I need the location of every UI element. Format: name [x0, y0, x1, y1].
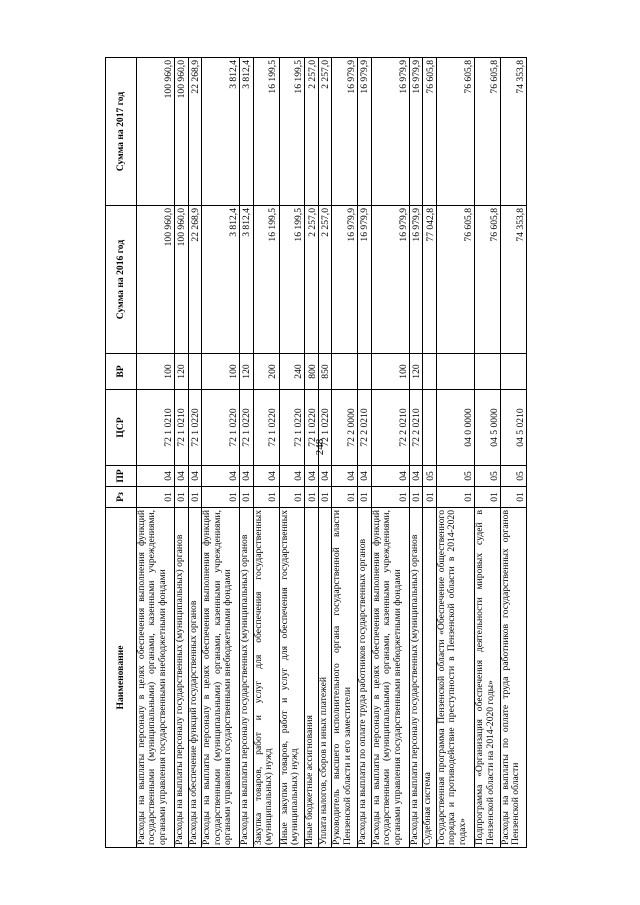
cell-rz: 01 [475, 487, 501, 508]
cell-csr: 72 2 0210 [409, 390, 423, 466]
cell-name: Расходы на выплаты персоналу в целях обеспечения выполнения функций государственными (муниципальными) органами, казенными учреждениями, органами управления государственными внебюджетными фондами [371, 508, 409, 848]
cell-sum-2017: 100 960,0 [137, 58, 175, 206]
cell-csr: 72 1 0220 [253, 390, 279, 466]
cell-rz: 01 [188, 487, 202, 508]
cell-sum-2017: 16 979,9 [332, 58, 358, 206]
cell-vr [436, 354, 474, 390]
cell-vr [358, 354, 372, 390]
cell-vr: 100 [137, 354, 175, 390]
cell-pr: 04 [240, 466, 254, 487]
table-row [188, 58, 202, 848]
cell-name: Иные закупки товаров, работ и услуг для обеспечения государственных (муниципальных) нужд [279, 508, 305, 848]
cell-pr: 04 [175, 466, 189, 487]
cell-sum-2016: 3 812,4 [202, 206, 240, 354]
cell-csr: 72 2 0000 [332, 390, 358, 466]
table-row [475, 58, 501, 848]
budget-table [105, 57, 527, 848]
cell-csr: 72 1 0210 [175, 390, 189, 466]
header-vr: ВР [106, 354, 137, 390]
cell-vr: 120 [409, 354, 423, 390]
cell-vr [332, 354, 358, 390]
cell-csr: 72 2 0210 [358, 390, 372, 466]
table-row [409, 58, 423, 848]
cell-rz: 01 [371, 487, 409, 508]
cell-csr: 04 5 0000 [475, 390, 501, 466]
cell-rz: 01 [175, 487, 189, 508]
header-pr: ПР [106, 466, 137, 487]
cell-sum-2017: 16 979,9 [371, 58, 409, 206]
cell-pr: 05 [500, 466, 526, 487]
cell-vr: 100 [202, 354, 240, 390]
header-rz: Рз [106, 487, 137, 508]
cell-rz: 01 [332, 487, 358, 508]
table-row [423, 58, 437, 848]
table-row [332, 58, 358, 848]
cell-name: Расходы на выплаты по оплате труда работников государственных органов Пензенской области [500, 508, 526, 848]
cell-pr: 04 [137, 466, 175, 487]
cell-sum-2017: 3 812,4 [202, 58, 240, 206]
header-row [106, 58, 137, 848]
cell-sum-2016: 22 268,9 [188, 206, 202, 354]
cell-vr: 240 [279, 354, 305, 390]
cell-pr: 04 [371, 466, 409, 487]
cell-rz: 01 [305, 487, 319, 508]
cell-vr [500, 354, 526, 390]
cell-pr: 04 [188, 466, 202, 487]
cell-rz: 01 [500, 487, 526, 508]
table-row [137, 58, 175, 848]
cell-pr: 04 [253, 466, 279, 487]
cell-vr: 120 [175, 354, 189, 390]
cell-csr: 72 2 0210 [371, 390, 409, 466]
cell-sum-2016: 16 979,9 [332, 206, 358, 354]
table-body [137, 58, 527, 848]
table-row [305, 58, 319, 848]
cell-name: Расходы на выплаты персоналу государственных (муниципальных) органов [240, 508, 254, 848]
cell-rz: 01 [202, 487, 240, 508]
cell-sum-2017: 2 257,0 [318, 58, 332, 206]
header-name: Наименование [106, 508, 137, 848]
cell-rz: 01 [423, 487, 437, 508]
cell-sum-2016: 76 605,8 [475, 206, 501, 354]
cell-vr: 200 [253, 354, 279, 390]
cell-csr: 72 1 0220 [318, 390, 332, 466]
cell-sum-2017: 16 199,5 [253, 58, 279, 206]
cell-rz: 01 [436, 487, 474, 508]
cell-name: Руководитель высшего исполнительного органа государственной власти Пензенской области и его заместители [332, 508, 358, 848]
cell-csr: 04 5 0210 [500, 390, 526, 466]
table-row [279, 58, 305, 848]
cell-rz: 01 [240, 487, 254, 508]
cell-sum-2016: 77 042,8 [423, 206, 437, 354]
cell-pr: 04 [358, 466, 372, 487]
cell-sum-2016: 76 605,8 [436, 206, 474, 354]
table-row [318, 58, 332, 848]
cell-name: Расходы на выплаты персоналу государственных (муниципальных) органов [175, 508, 189, 848]
cell-sum-2017: 74 353,8 [500, 58, 526, 206]
cell-rz: 01 [318, 487, 332, 508]
cell-sum-2017: 76 605,8 [436, 58, 474, 206]
cell-sum-2017: 22 268,9 [188, 58, 202, 206]
cell-pr: 04 [202, 466, 240, 487]
cell-sum-2017: 76 605,8 [475, 58, 501, 206]
cell-name: Судебная система [423, 508, 437, 848]
cell-csr: 04 0 0000 [436, 390, 474, 466]
cell-name: Иные бюджетные ассигнования [305, 508, 319, 848]
table-row [175, 58, 189, 848]
cell-name: Расходы на выплаты персоналу государственных (муниципальных) органов [409, 508, 423, 848]
cell-vr: 100 [371, 354, 409, 390]
cell-csr: 72 1 0220 [305, 390, 319, 466]
cell-pr: 04 [318, 466, 332, 487]
cell-pr: 05 [423, 466, 437, 487]
cell-sum-2016: 16 979,9 [371, 206, 409, 354]
cell-vr [475, 354, 501, 390]
cell-csr: 72 1 0210 [137, 390, 175, 466]
cell-sum-2016: 16 979,9 [409, 206, 423, 354]
header-sum-2016: Сумма на 2016 год [106, 206, 137, 354]
table-row [500, 58, 526, 848]
cell-name: Расходы на выплаты персоналу в целях обеспечения выполнения функций государственными (муниципальными) органами, казенными учреждениями, органами управления государственными внебюджетными фондами [137, 508, 175, 848]
cell-pr: 05 [436, 466, 474, 487]
table-row [253, 58, 279, 848]
table-row [358, 58, 372, 848]
cell-vr: 120 [240, 354, 254, 390]
cell-sum-2016: 2 257,0 [318, 206, 332, 354]
cell-csr: 72 1 0220 [240, 390, 254, 466]
cell-sum-2016: 74 353,8 [500, 206, 526, 354]
cell-sum-2016: 16 199,5 [279, 206, 305, 354]
rotated-page-content [105, 58, 527, 848]
cell-vr: 800 [305, 354, 319, 390]
header-sum-2017: Сумма на 2017 год [106, 58, 137, 206]
cell-name: Расходы на выплаты персоналу в целях обеспечения выполнения функций государственными (муниципальными) органами, казенными учреждениями, органами управления государственными внебюджетными фондами [202, 508, 240, 848]
header-csr: ЦСР [106, 390, 137, 466]
cell-rz: 01 [358, 487, 372, 508]
cell-name: Расходы на выплаты по оплате труда работников государственных органов [358, 508, 372, 848]
table-row [202, 58, 240, 848]
cell-rz: 01 [253, 487, 279, 508]
cell-pr: 04 [332, 466, 358, 487]
cell-sum-2016: 16 199,5 [253, 206, 279, 354]
cell-csr: 72 1 0220 [202, 390, 240, 466]
cell-pr: 04 [305, 466, 319, 487]
cell-vr: 850 [318, 354, 332, 390]
cell-sum-2017: 16 979,9 [358, 58, 372, 206]
cell-rz: 01 [409, 487, 423, 508]
cell-name: Государственная программа Пензенской области «Обеспечение общественного порядка и противодействие преступности в Пензенской области в 2014-2020 годах» [436, 508, 474, 848]
cell-rz: 01 [137, 487, 175, 508]
page-number: 248 [314, 438, 326, 456]
cell-name: Уплата налогов, сборов и иных платежей [318, 508, 332, 848]
cell-sum-2017: 3 812,4 [240, 58, 254, 206]
cell-name: Расходы на обеспечение функций государственных органов [188, 508, 202, 848]
cell-rz: 01 [279, 487, 305, 508]
cell-sum-2017: 2 257,0 [305, 58, 319, 206]
table-row [436, 58, 474, 848]
cell-pr: 05 [475, 466, 501, 487]
table-row [240, 58, 254, 848]
cell-sum-2017: 16 979,9 [409, 58, 423, 206]
cell-csr [423, 390, 437, 466]
cell-sum-2016: 100 960,0 [175, 206, 189, 354]
cell-sum-2017: 100 960,0 [175, 58, 189, 206]
cell-sum-2016: 16 979,9 [358, 206, 372, 354]
cell-vr [423, 354, 437, 390]
cell-sum-2017: 16 199,5 [279, 58, 305, 206]
cell-sum-2016: 100 960,0 [137, 206, 175, 354]
cell-vr [188, 354, 202, 390]
cell-name: Подпрограмма «Организация обеспечения деятельности мировых судей в Пензенской области на 2014-2020 годы» [475, 508, 501, 848]
cell-csr: 72 1 0220 [279, 390, 305, 466]
table-row [371, 58, 409, 848]
cell-name: Закупка товаров, работ и услуг для обеспечения государственных (муниципальных) нужд [253, 508, 279, 848]
cell-csr: 72 1 0220 [188, 390, 202, 466]
cell-pr: 04 [409, 466, 423, 487]
cell-sum-2016: 3 812,4 [240, 206, 254, 354]
cell-sum-2017: 76 605,8 [423, 58, 437, 206]
cell-pr: 04 [279, 466, 305, 487]
cell-sum-2016: 2 257,0 [305, 206, 319, 354]
